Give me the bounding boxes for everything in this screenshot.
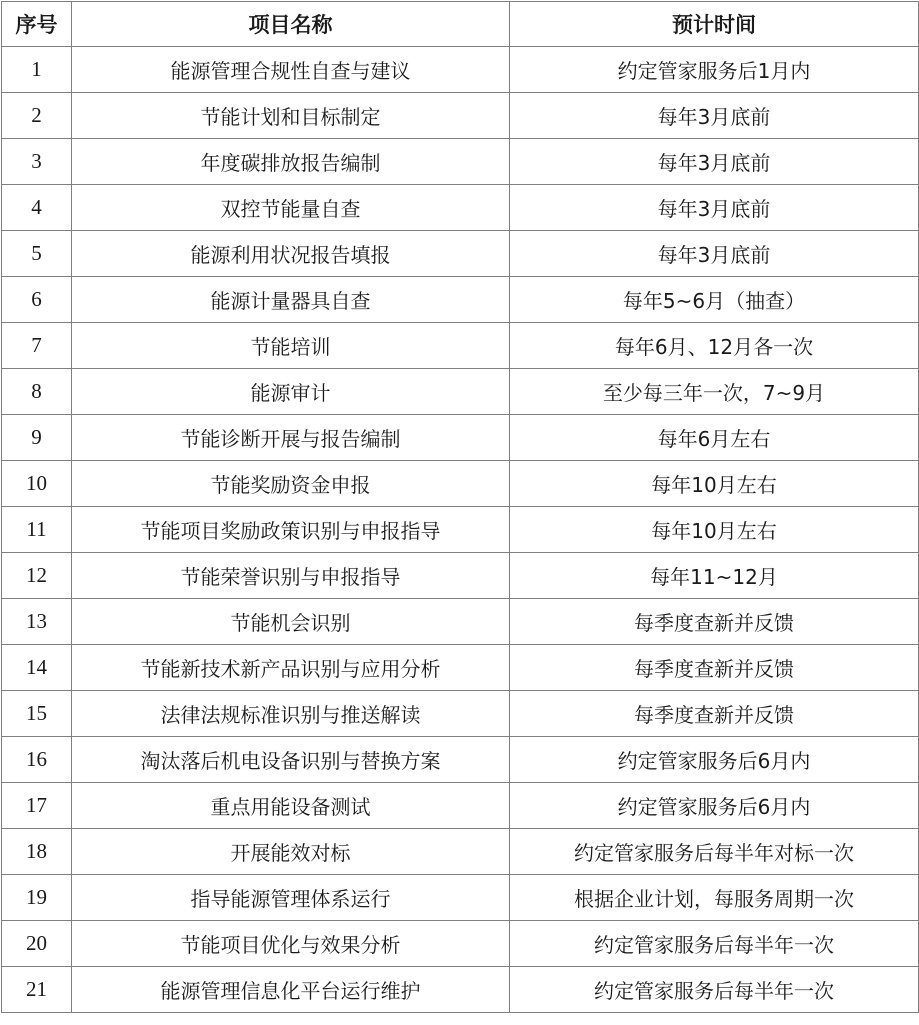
cell-index: 4 bbox=[2, 185, 72, 231]
cell-time: 至少每三年一次，7~9月 bbox=[510, 369, 919, 415]
cell-name: 节能计划和目标制定 bbox=[72, 93, 510, 139]
cell-time: 每年10月左右 bbox=[510, 461, 919, 507]
cell-name: 法律法规标准识别与推送解读 bbox=[72, 691, 510, 737]
cell-index: 15 bbox=[2, 691, 72, 737]
cell-time: 约定管家服务后6月内 bbox=[510, 737, 919, 783]
cell-index: 1 bbox=[2, 47, 72, 93]
cell-name: 节能荣誉识别与申报指导 bbox=[72, 553, 510, 599]
table-row bbox=[2, 599, 919, 645]
cell-index: 9 bbox=[2, 415, 72, 461]
cell-time: 每年5~6月（抽查） bbox=[510, 277, 919, 323]
cell-name: 能源计量器具自查 bbox=[72, 277, 510, 323]
cell-name: 能源管理信息化平台运行维护 bbox=[72, 967, 510, 1013]
table-row bbox=[2, 139, 919, 185]
cell-time: 每年6月、12月各一次 bbox=[510, 323, 919, 369]
cell-name: 节能诊断开展与报告编制 bbox=[72, 415, 510, 461]
table-row bbox=[2, 47, 919, 93]
cell-name: 节能项目奖励政策识别与申报指导 bbox=[72, 507, 510, 553]
table-row bbox=[2, 783, 919, 829]
cell-index: 14 bbox=[2, 645, 72, 691]
cell-index: 3 bbox=[2, 139, 72, 185]
cell-time: 约定管家服务后每半年一次 bbox=[510, 921, 919, 967]
cell-time: 约定管家服务后每半年一次 bbox=[510, 967, 919, 1013]
cell-index: 19 bbox=[2, 875, 72, 921]
cell-index: 2 bbox=[2, 93, 72, 139]
cell-name: 能源利用状况报告填报 bbox=[72, 231, 510, 277]
table-row bbox=[2, 553, 919, 599]
table-row bbox=[2, 323, 919, 369]
cell-name: 双控节能量自查 bbox=[72, 185, 510, 231]
cell-index: 21 bbox=[2, 967, 72, 1013]
table-row bbox=[2, 875, 919, 921]
cell-index: 18 bbox=[2, 829, 72, 875]
cell-name: 能源管理合规性自查与建议 bbox=[72, 47, 510, 93]
cell-name: 年度碳排放报告编制 bbox=[72, 139, 510, 185]
cell-time: 每年3月底前 bbox=[510, 185, 919, 231]
cell-name: 淘汰落后机电设备识别与替换方案 bbox=[72, 737, 510, 783]
cell-index: 6 bbox=[2, 277, 72, 323]
cell-time: 每年10月左右 bbox=[510, 507, 919, 553]
header-row bbox=[2, 2, 919, 47]
header-time: 预计时间 bbox=[510, 2, 919, 47]
table-row bbox=[2, 461, 919, 507]
table-row bbox=[2, 921, 919, 967]
cell-time: 每年3月底前 bbox=[510, 93, 919, 139]
cell-time: 每季度查新并反馈 bbox=[510, 645, 919, 691]
cell-index: 20 bbox=[2, 921, 72, 967]
cell-time: 每年11~12月 bbox=[510, 553, 919, 599]
cell-name: 节能培训 bbox=[72, 323, 510, 369]
cell-index: 11 bbox=[2, 507, 72, 553]
header-index: 序号 bbox=[2, 2, 72, 47]
table-row bbox=[2, 829, 919, 875]
cell-time: 根据企业计划，每服务周期一次 bbox=[510, 875, 919, 921]
cell-index: 8 bbox=[2, 369, 72, 415]
table-row bbox=[2, 369, 919, 415]
cell-time: 约定管家服务后1月内 bbox=[510, 47, 919, 93]
cell-name: 开展能效对标 bbox=[72, 829, 510, 875]
cell-index: 17 bbox=[2, 783, 72, 829]
cell-index: 16 bbox=[2, 737, 72, 783]
cell-name: 节能项目优化与效果分析 bbox=[72, 921, 510, 967]
cell-name: 节能奖励资金申报 bbox=[72, 461, 510, 507]
cell-index: 7 bbox=[2, 323, 72, 369]
header-name: 项目名称 bbox=[72, 2, 510, 47]
table-row bbox=[2, 231, 919, 277]
cell-name: 指导能源管理体系运行 bbox=[72, 875, 510, 921]
cell-name: 能源审计 bbox=[72, 369, 510, 415]
cell-time: 约定管家服务后6月内 bbox=[510, 783, 919, 829]
cell-name: 重点用能设备测试 bbox=[72, 783, 510, 829]
cell-time: 约定管家服务后每半年对标一次 bbox=[510, 829, 919, 875]
table-row bbox=[2, 185, 919, 231]
table-row bbox=[2, 645, 919, 691]
table-body bbox=[2, 47, 919, 1013]
cell-index: 10 bbox=[2, 461, 72, 507]
cell-name: 节能机会识别 bbox=[72, 599, 510, 645]
cell-index: 5 bbox=[2, 231, 72, 277]
cell-time: 每年3月底前 bbox=[510, 139, 919, 185]
table-row bbox=[2, 507, 919, 553]
schedule-table bbox=[1, 1, 919, 1013]
cell-time: 每季度查新并反馈 bbox=[510, 691, 919, 737]
table-row bbox=[2, 93, 919, 139]
cell-time: 每年6月左右 bbox=[510, 415, 919, 461]
cell-time: 每季度查新并反馈 bbox=[510, 599, 919, 645]
table-row bbox=[2, 277, 919, 323]
cell-index: 13 bbox=[2, 599, 72, 645]
cell-index: 12 bbox=[2, 553, 72, 599]
table-row bbox=[2, 415, 919, 461]
table-row bbox=[2, 691, 919, 737]
cell-name: 节能新技术新产品识别与应用分析 bbox=[72, 645, 510, 691]
cell-time: 每年3月底前 bbox=[510, 231, 919, 277]
table-row bbox=[2, 967, 919, 1013]
table-row bbox=[2, 737, 919, 783]
